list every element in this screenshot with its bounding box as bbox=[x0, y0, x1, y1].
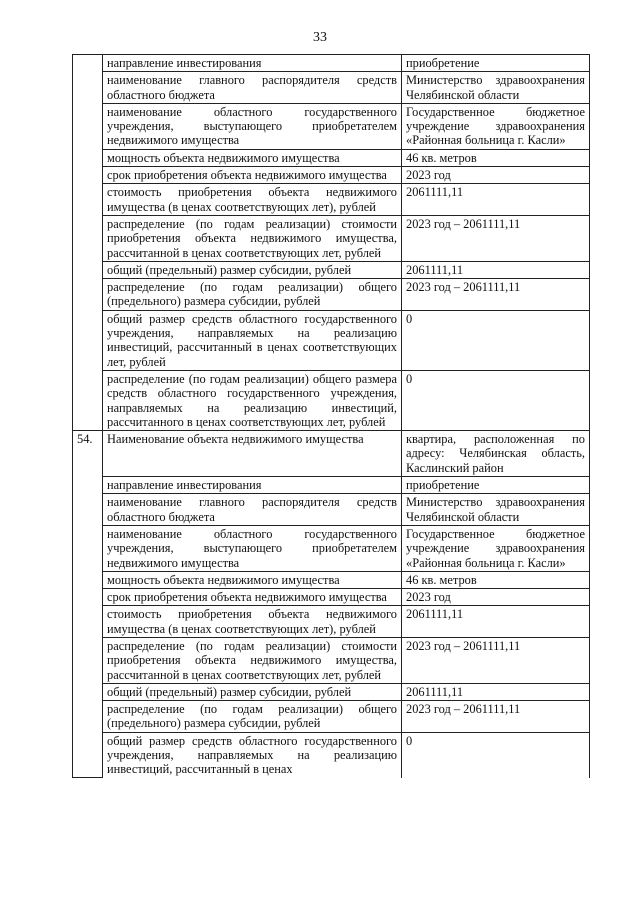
row-label: общий (предельный) размер субсидии, рублей bbox=[103, 261, 402, 278]
table-row bbox=[73, 494, 590, 526]
row-label: распределение (по годам реализации) общего (предельного) размера субсидии, рублей bbox=[103, 279, 402, 311]
row-value: 2023 год – 2061111,11 bbox=[402, 215, 590, 261]
row-value: 2061111,11 bbox=[402, 606, 590, 638]
row-label: распределение (по годам реализации) стоимости приобретения объекта недвижимого имущества, рассчитанной в ценах соответствующих лет, рублей bbox=[103, 637, 402, 683]
table-row bbox=[73, 370, 590, 430]
page-number: 33 bbox=[313, 30, 327, 45]
investment-table bbox=[72, 54, 590, 778]
table-row bbox=[73, 477, 590, 494]
row-label: общий размер средств областного государственного учреждения, направляемых на реализацию инвестиций, рассчитанный в ценах bbox=[103, 732, 402, 777]
row-label: срок приобретения объекта недвижимого имущества bbox=[103, 167, 402, 184]
row-label: общий размер средств областного государственного учреждения, направляемых на реализацию инвестиций, рассчитанный в ценах соответствующих лет, рублей bbox=[103, 310, 402, 370]
row-label: стоимость приобретения объекта недвижимого имущества (в ценах соответствующих лет), рублей bbox=[103, 606, 402, 638]
row-value: Министерство здравоохранения Челябинской области bbox=[402, 72, 590, 104]
row-label: наименование областного государственного учреждения, выступающего приобретателем недвижимого имущества bbox=[103, 103, 402, 149]
row-label: направление инвестирования bbox=[103, 477, 402, 494]
row-label: распределение (по годам реализации) общего размера средств областного государственного учреждения, направляемых на реализацию инвестиций, рассчитанного в ценах соответствующих лет, рублей bbox=[103, 370, 402, 430]
row-value: 2023 год bbox=[402, 167, 590, 184]
row-value: 0 bbox=[402, 732, 590, 777]
row-label: направление инвестирования bbox=[103, 55, 402, 72]
table-row bbox=[73, 279, 590, 311]
table-row bbox=[73, 103, 590, 149]
table-row bbox=[73, 55, 590, 72]
table-row bbox=[73, 606, 590, 638]
row-value: приобретение bbox=[402, 55, 590, 72]
table-row bbox=[73, 261, 590, 278]
row-label: наименование главного распорядителя средств областного бюджета bbox=[103, 72, 402, 104]
row-value: 46 кв. метров bbox=[402, 149, 590, 166]
row-value: 0 bbox=[402, 370, 590, 430]
row-label: наименование областного государственного учреждения, выступающего приобретателем недвижимого имущества bbox=[103, 525, 402, 571]
table-row bbox=[73, 683, 590, 700]
row-label: распределение (по годам реализации) стоимости приобретения объекта недвижимого имущества, рассчитанной в ценах соответствующих лет, рублей bbox=[103, 215, 402, 261]
row-number: 54. bbox=[73, 431, 103, 778]
row-label: мощность объекта недвижимого имущества bbox=[103, 149, 402, 166]
row-label: распределение (по годам реализации) общего (предельного) размера субсидии, рублей bbox=[103, 701, 402, 733]
row-label: наименование главного распорядителя средств областного бюджета bbox=[103, 494, 402, 526]
row-value: квартира, расположенная по адресу: Челябинская область, Каслинский район bbox=[402, 431, 590, 477]
table-row bbox=[73, 215, 590, 261]
table-row bbox=[73, 431, 590, 477]
row-value: Государственное бюджетное учреждение здравоохранения «Районная больница г. Касли» bbox=[402, 103, 590, 149]
table-row bbox=[73, 184, 590, 216]
row-value: 2023 год bbox=[402, 589, 590, 606]
table-row bbox=[73, 589, 590, 606]
row-value: приобретение bbox=[402, 477, 590, 494]
table-row bbox=[73, 525, 590, 571]
row-value: Государственное бюджетное учреждение здравоохранения «Районная больница г. Касли» bbox=[402, 525, 590, 571]
row-label: общий (предельный) размер субсидии, рублей bbox=[103, 683, 402, 700]
row-value: 2061111,11 bbox=[402, 261, 590, 278]
table-row bbox=[73, 149, 590, 166]
row-label: Наименование объекта недвижимого имущества bbox=[103, 431, 402, 477]
table-row bbox=[73, 167, 590, 184]
row-label: стоимость приобретения объекта недвижимого имущества (в ценах соответствующих лет), рублей bbox=[103, 184, 402, 216]
table-row bbox=[73, 701, 590, 733]
row-label: срок приобретения объекта недвижимого имущества bbox=[103, 589, 402, 606]
row-label: мощность объекта недвижимого имущества bbox=[103, 571, 402, 588]
row-value: 2023 год – 2061111,11 bbox=[402, 279, 590, 311]
row-value: 2023 год – 2061111,11 bbox=[402, 637, 590, 683]
row-value: 2061111,11 bbox=[402, 683, 590, 700]
table-row bbox=[73, 72, 590, 104]
row-number-cell bbox=[73, 55, 103, 431]
row-value: 2023 год – 2061111,11 bbox=[402, 701, 590, 733]
row-value: 2061111,11 bbox=[402, 184, 590, 216]
table-row bbox=[73, 310, 590, 370]
table-row bbox=[73, 732, 590, 777]
table-row bbox=[73, 571, 590, 588]
row-value: 46 кв. метров bbox=[402, 571, 590, 588]
row-value: Министерство здравоохранения Челябинской области bbox=[402, 494, 590, 526]
table-row bbox=[73, 637, 590, 683]
row-value: 0 bbox=[402, 310, 590, 370]
